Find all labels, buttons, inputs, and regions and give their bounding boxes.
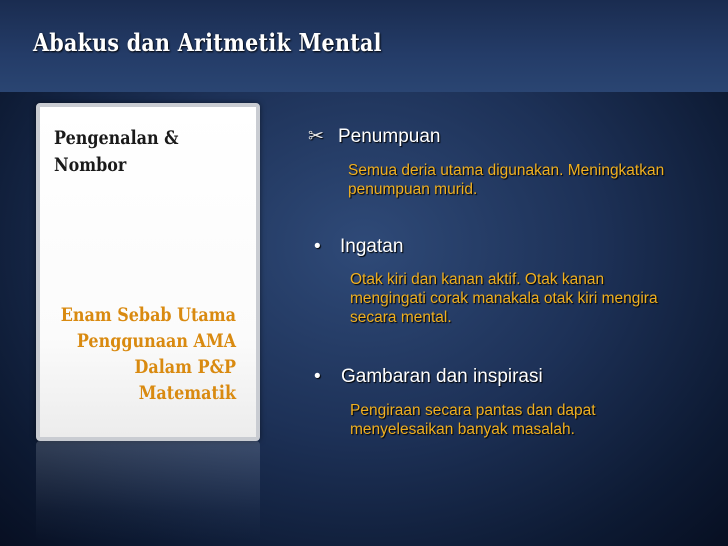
bullet-description: Semua deria utama digunakan. Meningkatkan penumpuan murid. — [348, 162, 665, 198]
bullet-description: Otak kiri dan kanan aktif. Otak kanan mengingati corak manakala otak kiri mengira secara mental. — [350, 271, 658, 326]
card-heading: Pengenalan & Nombor — [54, 127, 179, 176]
bullet-title: Ingatan — [340, 236, 404, 257]
card-reflection — [36, 441, 260, 541]
section-card — [36, 103, 260, 441]
bullet-dot-icon: • — [314, 366, 321, 387]
bullet-title: Penumpuan — [338, 126, 441, 147]
bullet-title: Gambaran dan inspirasi — [341, 366, 543, 387]
bullet-item-penumpuan — [308, 125, 440, 148]
scissors-icon: ✂ — [308, 126, 324, 147]
bullet-item-gambaran — [314, 366, 543, 388]
bullet-item-ingatan — [314, 236, 403, 258]
card-subheading: Enam Sebab Utama Penggunaan AMA Dalam P&P Matematik — [60, 304, 236, 404]
bullet-description: Pengiraan secara pantas dan dapat menyelesaikan banyak masalah. — [350, 402, 596, 438]
slide-title: Abakus dan Aritmetik Mental — [33, 28, 382, 57]
bullet-dot-icon: • — [314, 236, 321, 257]
